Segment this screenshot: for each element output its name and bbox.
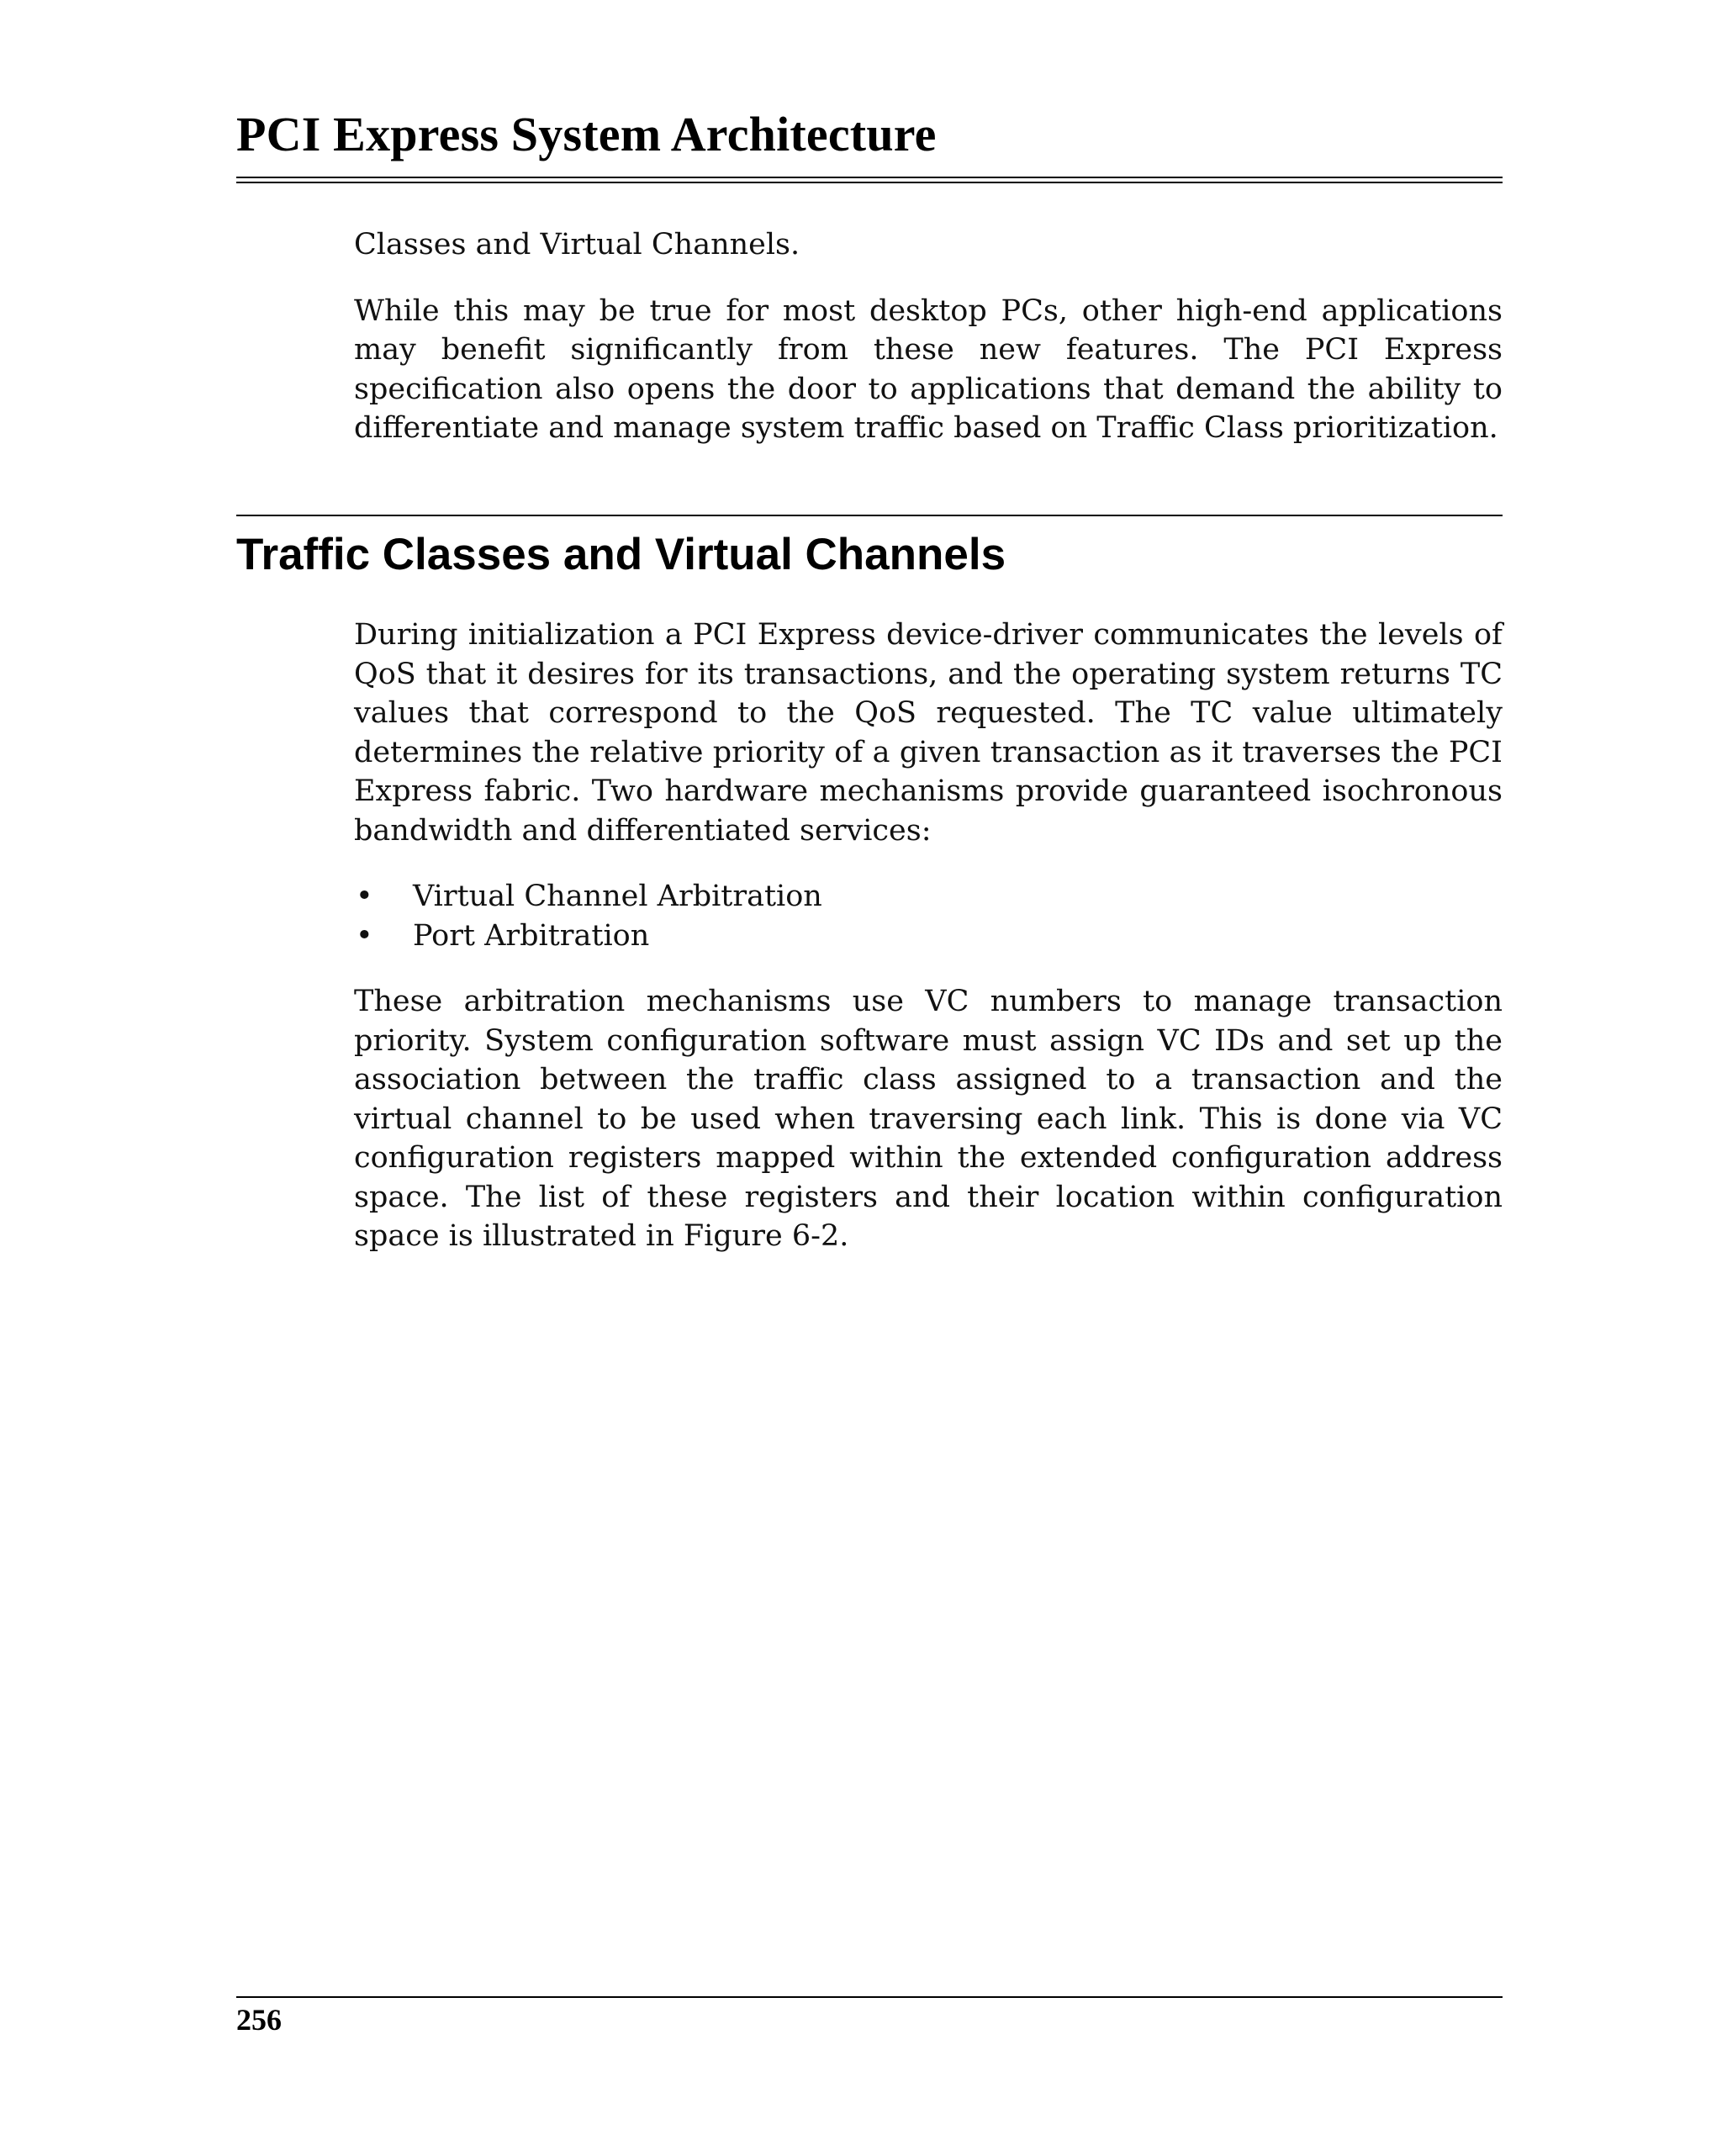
bullet-icon: •	[356, 918, 373, 953]
section-paragraph: These arbitration mechanisms use VC numbers to manage transaction priority. System configuration software must assign VC IDs and set up the association between the traffic class assigned to a transaction and the virtual channel to be used when traversing each link. This is done via VC configuration registers mapped within the extended configuration address space. The list of these registers and their location within configuration space is illustrated in Figure 6-2.	[354, 985, 1503, 1253]
list-item-text: Virtual Channel Arbitration	[413, 880, 822, 913]
list-item-text: Port Arbitration	[413, 918, 650, 953]
running-title: PCI Express System Architecture	[236, 107, 937, 161]
header-rule-bottom	[236, 182, 1503, 183]
list-item	[354, 877, 1503, 917]
footer-rule	[236, 1996, 1503, 1998]
intro-paragraph: Classes and Virtual Channels.	[354, 228, 800, 262]
page-header	[236, 101, 1503, 183]
section-body	[354, 616, 1503, 1256]
page-number: 256	[236, 2003, 282, 2037]
section-rule	[236, 515, 1503, 516]
bullet-icon: •	[356, 880, 373, 913]
list-item	[354, 917, 1503, 956]
header-rule-top	[236, 177, 1503, 178]
section-heading: Traffic Classes and Virtual Channels	[236, 530, 1006, 579]
intro-paragraph: While this may be true for most desktop PCs, other high-end applications may benefit significantly from these new features. The PCI Express specification also opens the door to applications that demand the ability to differentiate and manage system traffic based on Traffic Class prioritization.	[354, 293, 1503, 445]
intro-text	[354, 225, 1503, 448]
section-paragraph: During initialization a PCI Express device-driver communicates the levels of QoS that it desires for its transactions, and the operating system returns TC values that correspond to the QoS requested. The TC value ultimately determines the relative priority of a given transaction as it traverses the PCI Express fabric. Two hardware mechanisms provide guaranteed isochronous bandwidth and differentiated services:	[354, 618, 1503, 848]
bullet-list	[354, 877, 1503, 955]
